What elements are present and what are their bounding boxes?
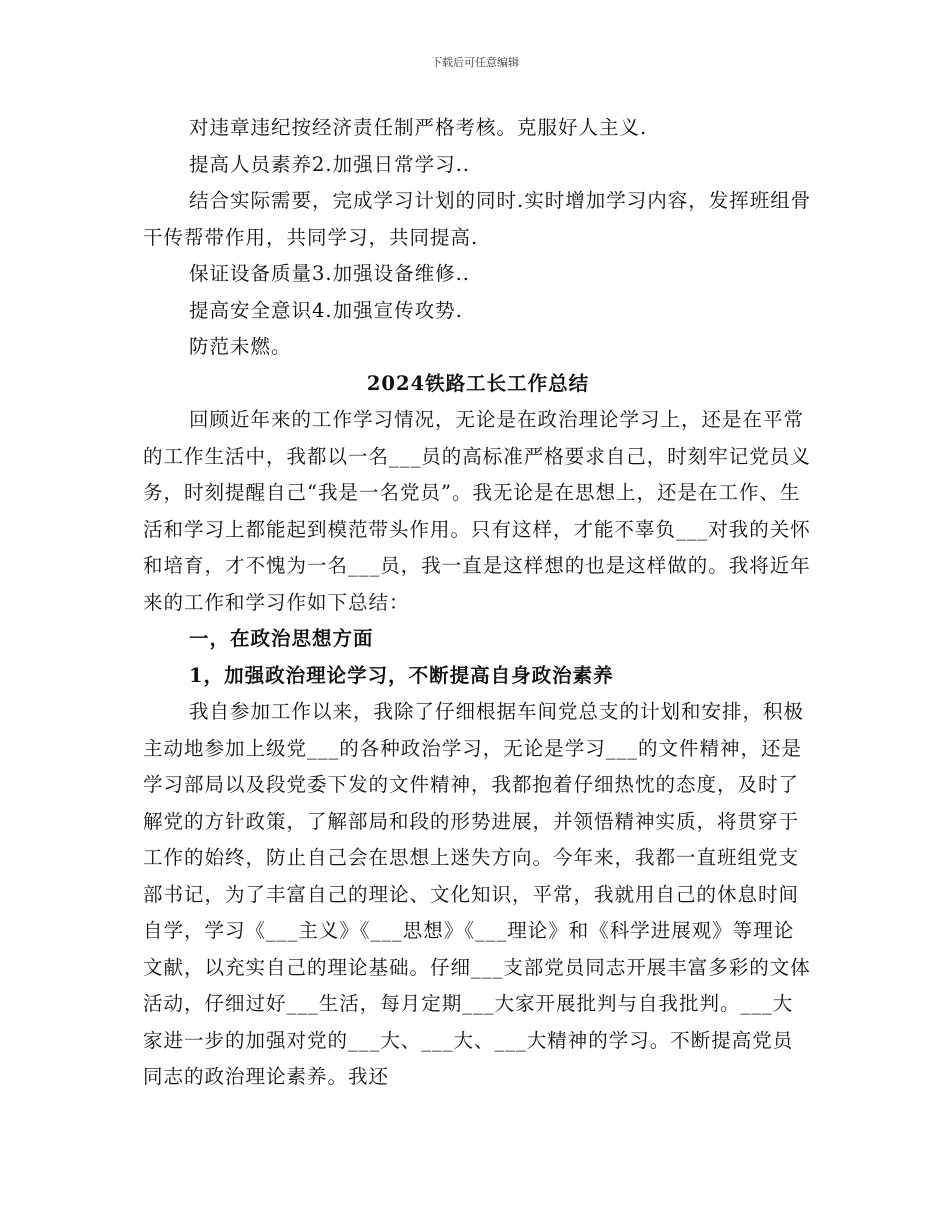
document-title: 2024铁路工长工作总结 bbox=[366, 371, 590, 395]
preface-paragraph-1: 对违章违纪按经济责任制严格考核。克服好人主义. bbox=[189, 116, 648, 139]
body-paragraph: 我自参加工作以来，我除了仔细根据车间党总支的计划和安排，积极主动地参加上级党___的各种政治学习，无论是学习___的文件精神，还是学习部局以及段党委下发的文件精神，我都抱着仔细热忱的态度，及时了解党的方针政策，了解部局和段的形势进展，并领悟精神实质，将贯穿于工作的始终，防止自己会在思想上迷失方向。今年来，我都一直班组党支部书记，为了丰富自己的理论、文化知识，平常，我就用自己的休息时间自学，学习《___主义》《___思想》《___理论》和《科学进展观》等理论文献，以充实自己的理论基础。仔细___支部党员同志开展丰富多彩的文体活动，仔细过好___生活，每月定期___大家开展批判与自我批判。___大家进一步的加强对党的___大、___大、___大精神的学习。不断提高党员同志的政治理论素养。我还 bbox=[143, 700, 811, 1088]
document-body bbox=[143, 110, 813, 1096]
preface-paragraph-5: 提高安全意识4.加强宣传攻势. bbox=[189, 298, 463, 322]
preface-paragraph-6: 防范未燃。 bbox=[189, 335, 292, 358]
preface-paragraph-2: 提高人员素养2.加强日常学习.. bbox=[189, 152, 471, 176]
preface-paragraph-3: 结合实际需要，完成学习计划的同时.实时增加学习内容，发挥班组骨干传帮带作用，共同学习，共同提高. bbox=[143, 189, 812, 249]
preface-paragraph-4: 保证设备质量3.加强设备维修.. bbox=[189, 262, 471, 285]
section-heading: 一，在政治思想方面 bbox=[189, 627, 374, 650]
intro-paragraph: 回顾近年来的工作学习情况，无论是在政治理论学习上，还是在平常的工作生活中，我都以一名___员的高标准严格要求自己，时刻牢记党员义务，时刻提醒自己“我是一名党员”。我无论是在思想上，还是在工作、生活和学习上都能起到模范带头作用。只有这样，才能不辜负___对我的关怀和培育，才不愧为一名___员，我一直是这样想的也是这样做的。我将近年来的工作和学习作如下总结： bbox=[143, 408, 811, 614]
subsection-heading: 1，加强政治理论学习，不断提高自身政治素养 bbox=[189, 663, 614, 687]
page-header: 下载后可任意编辑 bbox=[431, 56, 519, 69]
